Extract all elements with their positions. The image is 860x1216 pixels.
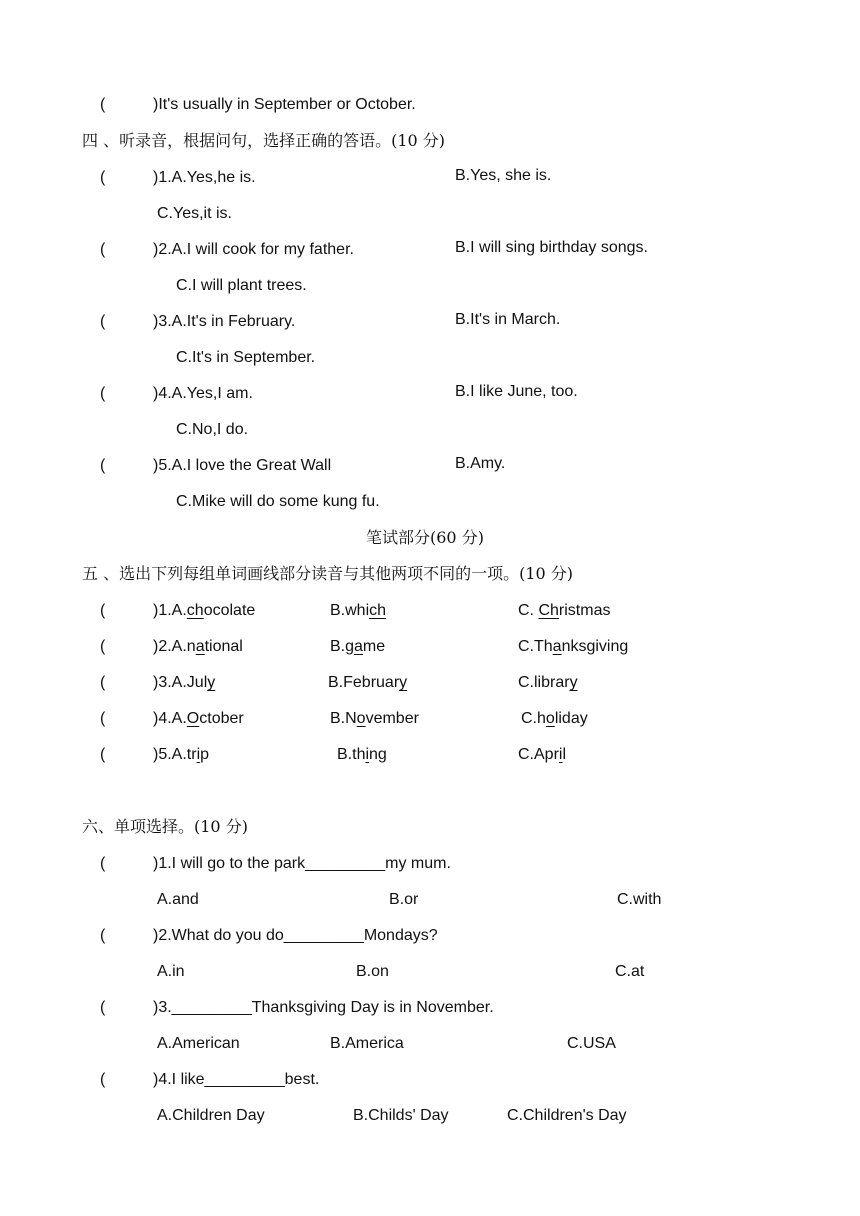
question-text: )4.I like_________best. [153,1071,320,1088]
answer-paren: ( [100,457,106,474]
answer-paren: ( [100,169,106,186]
option-b: B.Childs' Day [353,1107,449,1124]
option-a: A.and [157,891,199,908]
option-b: B.Yes, she is. [455,167,552,184]
option-a: )2.A.national [153,638,243,655]
question-text: )3._________Thanksgiving Day is in November. [153,999,494,1016]
answer-paren: ( [100,855,106,872]
option-b: B.I like June, too. [455,383,578,400]
option-a: )1.A.chocolate [153,602,256,619]
option-a: )4.A.Yes,I am. [153,385,253,402]
option-c: C.Mike will do some kung fu. [176,493,380,510]
answer-paren: ( [100,999,106,1016]
underlined-letters: i [365,746,370,763]
underlined-letters: o [356,710,366,727]
option-a: )5.A.trip [153,746,210,763]
underlined-letters: ch [186,602,204,619]
option-b: B.America [330,1035,404,1052]
option-a: )5.A.I love the Great Wall [153,457,332,474]
question-text: )2.What do you do_________Mondays? [153,927,438,944]
option-a: )2.A.I will cook for my father. [153,241,354,258]
option-a: A.American [157,1035,240,1052]
option-c: C.April [518,746,567,763]
option-a: A.Children Day [157,1107,265,1124]
option-c: C.Thanksgiving [518,638,629,655]
option-a: )3.A.It's in February. [153,313,296,330]
option-b: B.on [356,963,389,980]
option-c: C.I will plant trees. [176,277,307,294]
option-c: C. Christmas [518,602,611,619]
answer-paren: ( [100,710,106,727]
underlined-letters: o [545,710,555,727]
answer-paren: ( [100,313,106,330]
answer-paren: ( [100,638,106,655]
underlined-letters: y [399,674,408,691]
section-6-heading: 六、单项选择。(10 分) [82,817,248,836]
option-c: C.library [518,674,578,691]
section-4-heading: 四 、听录音，根据问句，选择正确的答语。(10 分) [82,131,446,150]
underlined-letters: y [207,674,216,691]
underlined-letters: a [195,638,205,655]
underlined-letters: Ch [538,602,559,619]
answer-paren: ( [100,241,106,258]
option-c: C.No,I do. [176,421,249,438]
option-c: C.It's in September. [176,349,316,366]
option-c: C.at [615,963,645,980]
option-b: B.game [330,638,386,655]
option-a: )3.A.July [153,674,216,691]
option-b: B.Amy. [455,455,506,472]
option-b: B.I will sing birthday songs. [455,239,648,256]
underlined-letters: i [196,746,201,763]
question-text: )1.I will go to the park_________my mum. [153,855,451,872]
section-5-heading: 五 、选出下列每组单词画线部分读音与其他两项不同的一项。(10 分) [82,564,574,583]
option-c: C.with [617,891,662,908]
underlined-letters: a [354,638,363,655]
option-b: B.or [389,891,419,908]
option-b: B.February [328,674,408,691]
written-part-title: 笔试部分(60 分) [366,528,484,547]
answer-paren: ( [100,1071,106,1088]
option-b: B.November [330,710,419,727]
option-c: C.USA [567,1035,616,1052]
underlined-letters: O [186,710,200,727]
answer-paren: ( [100,385,106,402]
option-a: )4.A.October [153,710,244,727]
option-b: B.which [330,602,387,619]
option-c: C.Yes,it is. [157,205,232,222]
answer-paren: ( [100,602,106,619]
question-text: )It's usually in September or October. [153,96,416,113]
option-c: C.holiday [521,710,588,727]
answer-paren: ( [100,927,106,944]
answer-paren: ( [100,96,106,113]
option-a: A.in [157,963,185,980]
answer-paren: ( [100,674,106,691]
option-b: B.It's in March. [455,311,561,328]
underlined-letters: a [552,638,562,655]
underlined-letters: i [558,746,563,763]
option-b: B.thing [337,746,387,763]
option-a: )1.A.Yes,he is. [153,169,256,186]
underlined-letters: y [569,674,578,691]
underlined-letters: ch [369,602,387,619]
option-c: C.Children's Day [507,1107,627,1124]
answer-paren: ( [100,746,106,763]
